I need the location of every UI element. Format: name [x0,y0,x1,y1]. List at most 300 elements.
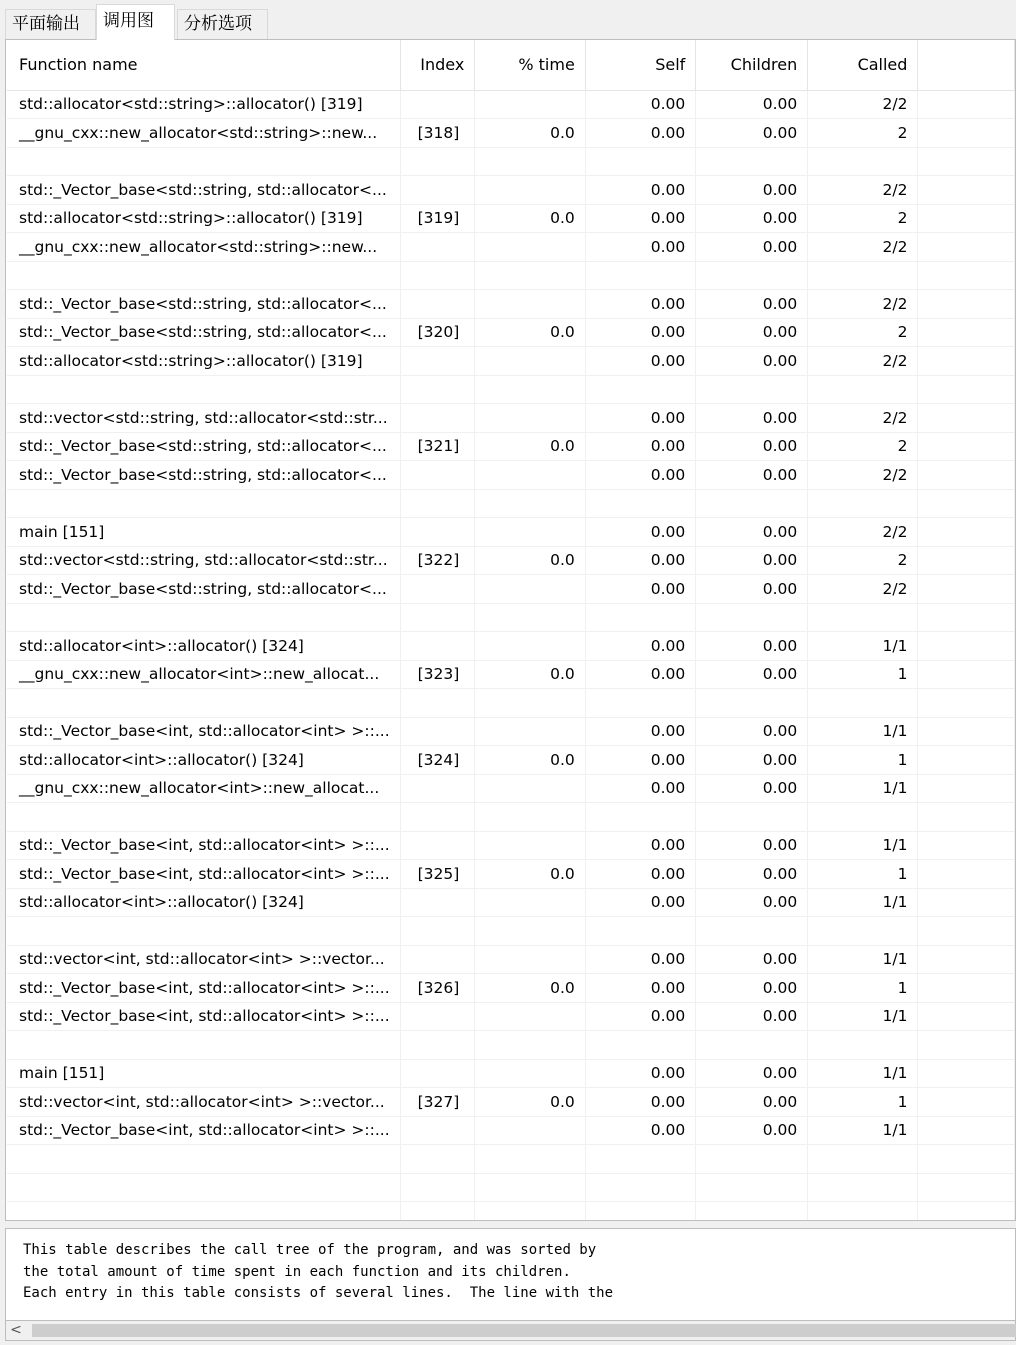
cell-index [400,176,475,205]
cell-self: 0.00 [585,774,695,803]
description-line: This table describes the call tree of the program, and was sorted by [23,1242,597,1258]
cell-index: [321] [400,432,475,461]
cell-function-name: std::_Vector_base<std::string, std::allocator<... [7,290,400,319]
cell-percent-time [475,347,586,376]
cell-function-name: std::allocator<std::string>::allocator() [319] [7,204,400,233]
cell-percent-time [475,888,586,917]
cell-called: 2/2 [808,176,918,205]
cell-percent-time: 0.0 [475,974,586,1003]
cell-index [400,518,475,547]
table-row[interactable] [7,233,1015,262]
cell-called [808,689,918,718]
cell-self [585,1173,695,1202]
cell-percent-time [475,717,586,746]
cell-percent-time: 0.0 [475,318,586,347]
cell-self: 0.00 [585,233,695,262]
cell-function-name [7,489,400,518]
cell-percent-time [475,1002,586,1031]
table-row[interactable] [7,147,1015,176]
cell-children: 0.00 [696,432,808,461]
cell-function-name [7,689,400,718]
cell-self [585,1145,695,1174]
cell-called: 1 [808,974,918,1003]
column-header-filler [918,40,1015,90]
cell-self: 0.00 [585,575,695,604]
cell-self: 0.00 [585,717,695,746]
table-row[interactable] [7,1002,1015,1031]
cell-children: 0.00 [696,888,808,917]
table-row[interactable] [7,1059,1015,1088]
cell-filler [918,774,1015,803]
cell-function-name: std::_Vector_base<int, std::allocator<int> >::... [7,831,400,860]
cell-self [585,803,695,832]
table-body [7,90,1015,1221]
cell-self: 0.00 [585,347,695,376]
cell-function-name [7,375,400,404]
table-row[interactable] [7,831,1015,860]
cell-percent-time [475,632,586,661]
table-row[interactable] [7,917,1015,946]
cell-children: 0.00 [696,347,808,376]
cell-function-name: std::_Vector_base<int, std::allocator<int> >::... [7,1116,400,1145]
cell-filler [918,204,1015,233]
table-row[interactable] [7,603,1015,632]
cell-children: 0.00 [696,204,808,233]
cell-self: 0.00 [585,119,695,148]
cell-function-name: main [151] [7,518,400,547]
call-graph-table [7,40,1015,1221]
cell-called [808,1031,918,1060]
cell-children: 0.00 [696,945,808,974]
cell-children: 0.00 [696,774,808,803]
cell-filler [918,375,1015,404]
table-row[interactable] [7,1116,1015,1145]
cell-index [400,831,475,860]
table-row[interactable] [7,90,1015,119]
cell-children [696,1145,808,1174]
table-row[interactable] [7,546,1015,575]
cell-called: 1 [808,746,918,775]
cell-filler [918,290,1015,319]
table-row[interactable] [7,489,1015,518]
cell-index [400,489,475,518]
cell-percent-time: 0.0 [475,119,586,148]
cell-filler [918,1088,1015,1117]
cell-self: 0.00 [585,860,695,889]
table-row[interactable] [7,660,1015,689]
table-row[interactable] [7,119,1015,148]
cell-index [400,1059,475,1088]
cell-percent-time [475,689,586,718]
cell-children [696,1173,808,1202]
cell-children: 0.00 [696,119,808,148]
cell-children [696,489,808,518]
table-row[interactable] [7,432,1015,461]
horizontal-scrollbar[interactable] [5,1321,1016,1341]
cell-self: 0.00 [585,660,695,689]
table-row[interactable] [7,204,1015,233]
cell-function-name: std::_Vector_base<std::string, std::allocator<... [7,176,400,205]
cell-index: [326] [400,974,475,1003]
cell-filler [918,1202,1015,1222]
table-row[interactable] [7,261,1015,290]
cell-called: 2 [808,432,918,461]
cell-index: [320] [400,318,475,347]
column-header-children[interactable]: Children [696,40,808,90]
cell-children [696,917,808,946]
cell-children: 0.00 [696,831,808,860]
table-row[interactable] [7,1173,1015,1202]
tab-flat-output[interactable]: 平面输出 [5,9,96,39]
cell-index: [325] [400,860,475,889]
cell-self: 0.00 [585,546,695,575]
table-row[interactable] [7,717,1015,746]
cell-function-name [7,917,400,946]
cell-children: 0.00 [696,518,808,547]
cell-filler [918,518,1015,547]
cell-index [400,347,475,376]
cell-called: 1/1 [808,1059,918,1088]
cell-filler [918,689,1015,718]
cell-index: [318] [400,119,475,148]
cell-percent-time: 0.0 [475,1088,586,1117]
cell-function-name: std::allocator<std::string>::allocator() [319] [7,347,400,376]
cell-filler [918,261,1015,290]
cell-children: 0.00 [696,1002,808,1031]
cell-filler [918,546,1015,575]
table-row[interactable] [7,404,1015,433]
cell-children: 0.00 [696,1116,808,1145]
cell-called: 2 [808,318,918,347]
cell-percent-time [475,917,586,946]
cell-called: 2 [808,119,918,148]
cell-children [696,689,808,718]
cell-filler [918,603,1015,632]
cell-filler [918,119,1015,148]
cell-function-name: __gnu_cxx::new_allocator<std::string>::new... [7,233,400,262]
cell-called: 2/2 [808,518,918,547]
cell-percent-time [475,575,586,604]
cell-children: 0.00 [696,290,808,319]
table-row[interactable] [7,1031,1015,1060]
cell-function-name: std::_Vector_base<std::string, std::allocator<... [7,575,400,604]
cell-function-name [7,147,400,176]
cell-percent-time [475,261,586,290]
cell-children: 0.00 [696,974,808,1003]
table-row[interactable] [7,803,1015,832]
cell-called: 1/1 [808,945,918,974]
cell-called: 1/1 [808,1116,918,1145]
cell-self: 0.00 [585,1116,695,1145]
cell-index [400,689,475,718]
scroll-left-arrow-icon[interactable]: < [10,1322,22,1338]
cell-index [400,290,475,319]
cell-filler [918,318,1015,347]
cell-called: 1 [808,860,918,889]
cell-children: 0.00 [696,632,808,661]
tab-analysis-options[interactable]: 分析选项 [177,9,268,39]
cell-called: 1/1 [808,831,918,860]
cell-function-name: std::allocator<int>::allocator() [324] [7,888,400,917]
table-row[interactable] [7,1088,1015,1117]
column-header-index[interactable]: Index [400,40,475,90]
description-line: the total amount of time spent in each function and its children. [23,1263,571,1280]
cell-called: 1 [808,1088,918,1117]
cell-children: 0.00 [696,546,808,575]
cell-self: 0.00 [585,831,695,860]
cell-children: 0.00 [696,1059,808,1088]
cell-self: 0.00 [585,290,695,319]
cell-called: 1/1 [808,888,918,917]
cell-function-name: std::_Vector_base<int, std::allocator<int> >::... [7,974,400,1003]
cell-index [400,1173,475,1202]
table-row[interactable] [7,1145,1015,1174]
cell-self: 0.00 [585,974,695,1003]
cell-self [585,1031,695,1060]
cell-function-name: __gnu_cxx::new_allocator<int>::new_allocat... [7,774,400,803]
cell-children [696,603,808,632]
cell-index [400,1002,475,1031]
cell-index [400,261,475,290]
cell-self: 0.00 [585,461,695,490]
cell-children: 0.00 [696,176,808,205]
cell-called: 2/2 [808,575,918,604]
cell-percent-time [475,1173,586,1202]
cell-function-name: std::allocator<std::string>::allocator() [319] [7,90,400,119]
cell-children [696,1031,808,1060]
cell-filler [918,461,1015,490]
cell-self: 0.00 [585,746,695,775]
description-text-area[interactable] [5,1228,1016,1321]
cell-called: 1/1 [808,717,918,746]
cell-children: 0.00 [696,860,808,889]
cell-filler [918,1002,1015,1031]
cell-index: [324] [400,746,475,775]
cell-percent-time [475,774,586,803]
cell-filler [918,233,1015,262]
cell-self: 0.00 [585,204,695,233]
cell-function-name: std::vector<std::string, std::allocator<std::str... [7,404,400,433]
cell-filler [918,1059,1015,1088]
table-row[interactable] [7,176,1015,205]
cell-index [400,1145,475,1174]
cell-percent-time: 0.0 [475,546,586,575]
table-row[interactable] [7,860,1015,889]
cell-percent-time [475,603,586,632]
cell-called [808,261,918,290]
description-line: Each entry in this table consists of several lines. The line with the [23,1285,614,1301]
cell-function-name: std::_Vector_base<int, std::allocator<int> >::... [7,717,400,746]
cell-self: 0.00 [585,945,695,974]
column-header-called[interactable]: Called [808,40,918,90]
cell-function-name: std::_Vector_base<std::string, std::allocator<... [7,432,400,461]
cell-index: [323] [400,660,475,689]
cell-index [400,717,475,746]
cell-function-name [7,1202,400,1222]
cell-function-name [7,1173,400,1202]
tab-call-graph[interactable]: 调用图 [96,4,175,40]
table-row[interactable] [7,888,1015,917]
cell-percent-time [475,1059,586,1088]
cell-function-name: std::allocator<int>::allocator() [324] [7,632,400,661]
cell-percent-time: 0.0 [475,746,586,775]
cell-index [400,461,475,490]
cell-function-name [7,261,400,290]
cell-percent-time: 0.0 [475,204,586,233]
cell-self: 0.00 [585,1059,695,1088]
cell-self [585,917,695,946]
cell-index [400,888,475,917]
cell-called [808,603,918,632]
table-row[interactable] [7,632,1015,661]
cell-self: 0.00 [585,176,695,205]
cell-filler [918,404,1015,433]
cell-called [808,1202,918,1222]
cell-filler [918,717,1015,746]
cell-children: 0.00 [696,660,808,689]
cell-self: 0.00 [585,1088,695,1117]
cell-function-name [7,1031,400,1060]
cell-filler [918,746,1015,775]
cell-filler [918,974,1015,1003]
cell-percent-time [475,290,586,319]
cell-called: 1/1 [808,632,918,661]
scrollbar-thumb[interactable] [32,1324,1016,1337]
cell-filler [918,1173,1015,1202]
cell-index: [322] [400,546,475,575]
cell-called [808,1173,918,1202]
cell-function-name: std::vector<int, std::allocator<int> >::vector... [7,1088,400,1117]
table-row[interactable] [7,945,1015,974]
cell-children [696,803,808,832]
cell-children: 0.00 [696,575,808,604]
cell-called [808,489,918,518]
cell-called: 2/2 [808,90,918,119]
table-row[interactable] [7,318,1015,347]
cell-index [400,1202,475,1222]
cell-index [400,945,475,974]
cell-filler [918,632,1015,661]
cell-self [585,689,695,718]
cell-percent-time [475,176,586,205]
cell-percent-time: 0.0 [475,432,586,461]
table-row[interactable] [7,746,1015,775]
cell-self: 0.00 [585,888,695,917]
cell-self [585,147,695,176]
table-row[interactable] [7,461,1015,490]
cell-index [400,803,475,832]
table-row[interactable] [7,974,1015,1003]
cell-percent-time [475,489,586,518]
cell-children: 0.00 [696,746,808,775]
cell-children [696,261,808,290]
cell-function-name: std::_Vector_base<std::string, std::allocator<... [7,461,400,490]
cell-children: 0.00 [696,233,808,262]
column-header-function-name[interactable]: Function name [7,40,400,90]
cell-self: 0.00 [585,90,695,119]
cell-function-name: std::_Vector_base<int, std::allocator<int> >::... [7,860,400,889]
table-row[interactable] [7,689,1015,718]
cell-filler [918,917,1015,946]
table-row[interactable] [7,375,1015,404]
cell-function-name: std::_Vector_base<std::string, std::allocator<... [7,318,400,347]
cell-filler [918,432,1015,461]
cell-filler [918,347,1015,376]
cell-percent-time [475,1145,586,1174]
table-row[interactable] [7,774,1015,803]
cell-percent-time [475,803,586,832]
cell-called: 2/2 [808,290,918,319]
table-row[interactable] [7,575,1015,604]
cell-called [808,803,918,832]
cell-index [400,632,475,661]
cell-called: 2/2 [808,404,918,433]
table-row[interactable] [7,1202,1015,1222]
table-row[interactable] [7,347,1015,376]
cell-children [696,1202,808,1222]
cell-called [808,375,918,404]
cell-children [696,375,808,404]
cell-index [400,575,475,604]
cell-index [400,603,475,632]
cell-children [696,147,808,176]
cell-children: 0.00 [696,318,808,347]
cell-percent-time: 0.0 [475,660,586,689]
cell-function-name: std::_Vector_base<int, std::allocator<int> >::... [7,1002,400,1031]
cell-index [400,1116,475,1145]
table-row[interactable] [7,290,1015,319]
cell-self [585,261,695,290]
table-row[interactable] [7,518,1015,547]
cell-percent-time [475,831,586,860]
cell-self: 0.00 [585,432,695,461]
cell-children: 0.00 [696,461,808,490]
table-header-row [7,40,1015,90]
cell-percent-time [475,945,586,974]
column-header-self[interactable]: Self [585,40,695,90]
cell-children: 0.00 [696,717,808,746]
cell-called: 2 [808,546,918,575]
cell-index [400,1031,475,1060]
cell-function-name: main [151] [7,1059,400,1088]
cell-filler [918,831,1015,860]
cell-self: 0.00 [585,518,695,547]
cell-index: [319] [400,204,475,233]
cell-index [400,90,475,119]
cell-function-name [7,1145,400,1174]
cell-called: 1/1 [808,1002,918,1031]
column-header-percent-time[interactable]: % time [475,40,586,90]
cell-children: 0.00 [696,90,808,119]
cell-filler [918,575,1015,604]
cell-called: 2/2 [808,233,918,262]
cell-function-name: __gnu_cxx::new_allocator<int>::new_allocat... [7,660,400,689]
cell-called [808,1145,918,1174]
cell-self: 0.00 [585,404,695,433]
cell-self [585,489,695,518]
cell-percent-time [475,1116,586,1145]
cell-index [400,233,475,262]
cell-called: 2 [808,204,918,233]
cell-filler [918,90,1015,119]
cell-function-name: std::vector<int, std::allocator<int> >::vector... [7,945,400,974]
cell-percent-time [475,90,586,119]
cell-filler [918,176,1015,205]
cell-filler [918,860,1015,889]
cell-called [808,917,918,946]
cell-self: 0.00 [585,632,695,661]
cell-filler [918,1116,1015,1145]
